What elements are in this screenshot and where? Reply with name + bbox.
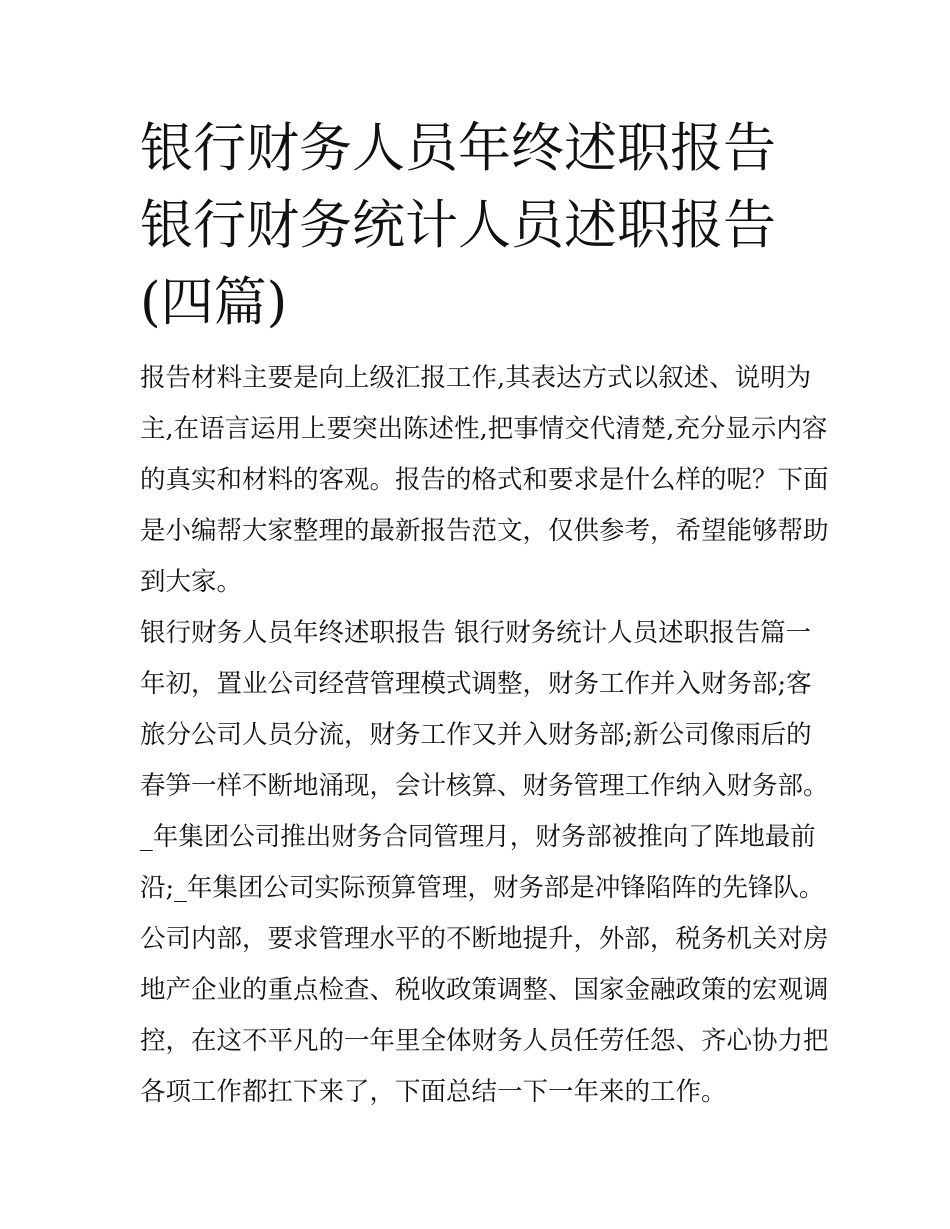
section-heading: 银行财务人员年终述职报告 银行财务统计人员述职报告篇一 (140, 618, 812, 648)
document-title: 银行财务人员年终述职报告 银行财务统计人员述职报告(四篇) (140, 118, 776, 333)
document-body (140, 353, 830, 1118)
section-paragraph: 年初，置业公司经营管理模式调整，财务工作并入财务部;客旅分公司人员分流，财务工作又并入财务部;新公司像雨后的春笋一样不断地涌现，会计核算、财务管理工作纳入财务部。_年集团公司推出财务合同管理月，财务部被推向了阵地最前沿;_年集团公司实际预算管理，财务部是冲锋陷阵的先锋队。公司内部，要求管理水平的不断地提升，外部，税务机关对房地产企业的重点检查、税收政策调整、国家金融政策的宏观调控，在这不平凡的一年里全体财务人员任劳任怨、齐心协力把各项工作都扛下来了，下面总结一下一年来的工作。 (140, 669, 829, 1107)
intro-paragraph: 报告材料主要是向上级汇报工作,其表达方式以叙述、说明为主,在语言运用上要突出陈述性,把事情交代清楚,充分显示内容的真实和材料的客观。报告的格式和要求是什么样的呢？下面是小编帮大家整理的最新报告范文，仅供参考，希望能够帮助到大家。 (140, 363, 829, 597)
